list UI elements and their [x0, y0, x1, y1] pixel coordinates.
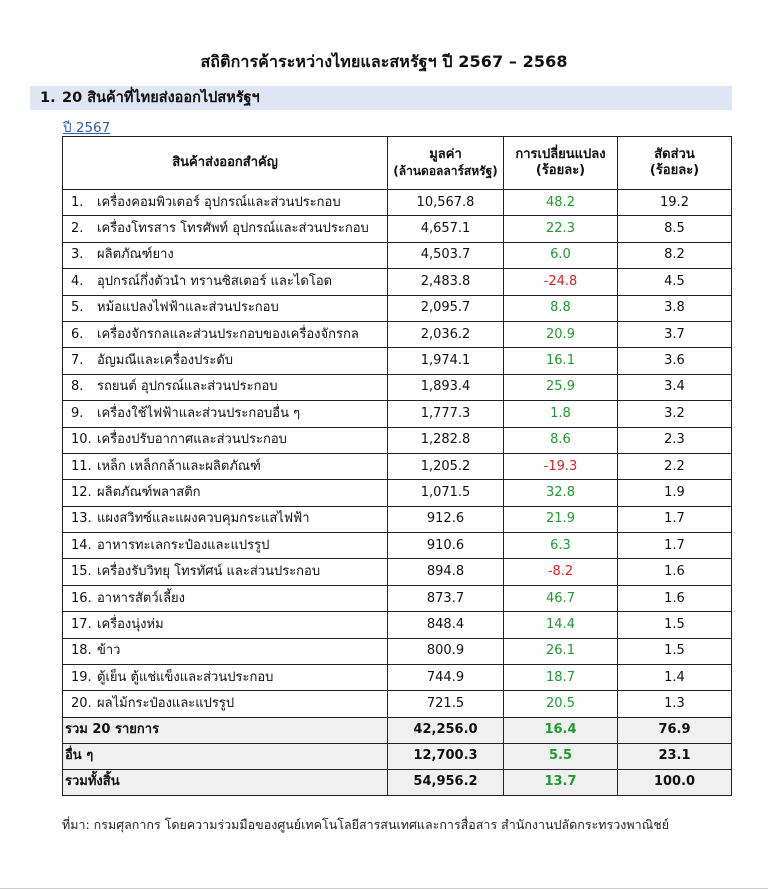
total-row: [63, 717, 732, 743]
value-cell: 4,503.7: [388, 242, 504, 268]
table-row: [63, 374, 732, 400]
value-cell: 800.9: [388, 638, 504, 664]
row-index: 1.: [71, 194, 84, 210]
share-cell: 3.6: [618, 348, 732, 374]
year-link[interactable]: ปี 2567: [63, 120, 111, 136]
product-cell: [63, 242, 388, 268]
header-change-label: การเปลี่ยนแปลง: [515, 147, 606, 162]
table-row: [63, 638, 732, 664]
change-cell: 6.0: [504, 242, 618, 268]
value-cell: 2,095.7: [388, 295, 504, 321]
table-row: [63, 691, 732, 717]
header-value: [388, 137, 504, 190]
product-cell: [63, 427, 388, 453]
share-cell: 8.2: [618, 242, 732, 268]
share-cell: 3.2: [618, 401, 732, 427]
table-row: [63, 348, 732, 374]
table-row: [63, 612, 732, 638]
change-cell: 21.9: [504, 506, 618, 532]
change-cell: 18.7: [504, 665, 618, 691]
change-cell: 22.3: [504, 216, 618, 242]
share-cell: 1.5: [618, 638, 732, 664]
product-name: เครื่องนุ่งห่ม: [97, 616, 164, 632]
product-cell: [63, 401, 388, 427]
row-index: 18.: [71, 643, 92, 659]
row-index: 13.: [71, 511, 92, 527]
product-name: หม้อแปลงไฟฟ้าและส่วนประกอบ: [97, 300, 279, 316]
value-cell: 1,974.1: [388, 348, 504, 374]
product-name: รถยนต์ อุปกรณ์และส่วนประกอบ: [97, 379, 278, 395]
total-label: รวม 20 รายการ: [63, 717, 388, 743]
row-index: 20.: [71, 696, 92, 712]
change-cell: 6.3: [504, 533, 618, 559]
table-row: [63, 665, 732, 691]
total-change: 13.7: [504, 769, 618, 795]
table-row: [63, 216, 732, 242]
product-cell: [63, 533, 388, 559]
table-row: [63, 242, 732, 268]
row-index: 9.: [71, 405, 84, 421]
row-index: 14.: [71, 537, 92, 553]
row-index: 7.: [71, 353, 84, 369]
row-index: 11.: [71, 458, 92, 474]
row-index: 17.: [71, 616, 92, 632]
product-cell: [63, 638, 388, 664]
product-cell: [63, 612, 388, 638]
header-share-unit: (ร้อยละ): [649, 163, 700, 178]
value-cell: 1,205.2: [388, 453, 504, 479]
table-row: [63, 480, 732, 506]
section-number: 1.: [40, 90, 56, 106]
product-name: ผลิตภัณฑ์พลาสติก: [97, 484, 201, 500]
header-change: [504, 137, 618, 190]
value-cell: 4,657.1: [388, 216, 504, 242]
change-cell: 1.8: [504, 401, 618, 427]
value-cell: 10,567.8: [388, 190, 504, 216]
total-value: 42,256.0: [388, 717, 504, 743]
product-cell: [63, 559, 388, 585]
header-change-unit: (ร้อยละ): [535, 163, 586, 178]
share-cell: 1.6: [618, 559, 732, 585]
change-cell: 46.7: [504, 585, 618, 611]
share-cell: 3.8: [618, 295, 732, 321]
change-cell: -24.8: [504, 269, 618, 295]
change-cell: 20.9: [504, 321, 618, 347]
table-row: [63, 533, 732, 559]
value-cell: 1,282.8: [388, 427, 504, 453]
table-row: [63, 269, 732, 295]
share-cell: 2.3: [618, 427, 732, 453]
total-label: รวมทั้งสิ้น: [63, 769, 388, 795]
change-cell: -19.3: [504, 453, 618, 479]
table-row: [63, 190, 732, 216]
header-product-label: สินค้าส่งออกสำคัญ: [172, 155, 278, 170]
share-cell: 3.4: [618, 374, 732, 400]
table-row: [63, 427, 732, 453]
total-share: 76.9: [618, 717, 732, 743]
share-cell: 1.7: [618, 533, 732, 559]
product-name: อัญมณีและเครื่องประดับ: [97, 353, 234, 369]
value-cell: 744.9: [388, 665, 504, 691]
product-name: ผลิตภัณฑ์ยาง: [97, 247, 174, 263]
row-index: 10.: [71, 432, 92, 448]
total-change: 5.5: [504, 743, 618, 769]
table-row: [63, 506, 732, 532]
product-name: เครื่องคอมพิวเตอร์ อุปกรณ์และส่วนประกอบ: [97, 194, 341, 210]
change-cell: 8.8: [504, 295, 618, 321]
row-index: 12.: [71, 484, 92, 500]
table-row: [63, 585, 732, 611]
share-cell: 4.5: [618, 269, 732, 295]
share-cell: 1.9: [618, 480, 732, 506]
product-cell: [63, 216, 388, 242]
product-name: ตู้เย็น ตู้แช่แข็งและส่วนประกอบ: [97, 669, 274, 685]
product-name: ผลไม้กระป๋องและแปรรูป: [97, 696, 235, 712]
row-index: 5.: [71, 300, 84, 316]
value-cell: 894.8: [388, 559, 504, 585]
share-cell: 1.7: [618, 506, 732, 532]
value-cell: 1,071.5: [388, 480, 504, 506]
table-row: [63, 559, 732, 585]
product-cell: [63, 453, 388, 479]
value-cell: 1,777.3: [388, 401, 504, 427]
product-cell: [63, 321, 388, 347]
product-name: อุปกรณ์กึ่งตัวนำ ทรานซิสเตอร์ และไดโอด: [97, 273, 333, 289]
product-cell: [63, 348, 388, 374]
change-cell: 26.1: [504, 638, 618, 664]
total-share: 23.1: [618, 743, 732, 769]
row-index: 16.: [71, 590, 92, 606]
total-change: 16.4: [504, 717, 618, 743]
product-name: เครื่องโทรสาร โทรศัพท์ อุปกรณ์และส่วนประกอบ: [97, 221, 369, 237]
value-cell: 873.7: [388, 585, 504, 611]
value-cell: 2,036.2: [388, 321, 504, 347]
share-cell: 1.4: [618, 665, 732, 691]
change-cell: 14.4: [504, 612, 618, 638]
total-row: [63, 743, 732, 769]
table-row: [63, 453, 732, 479]
header-share-label: สัดส่วน: [654, 147, 695, 162]
share-cell: 8.5: [618, 216, 732, 242]
source-footnote: ที่มา: กรมศุลกากร โดยความร่วมมือของศูนย์เทคโนโลยีสารสนเทศและการสื่อสาร สำนักงานปลัดกระทรวงพาณิชย์: [62, 817, 670, 832]
table-header-row: [63, 137, 732, 190]
product-name: เครื่องรับวิทยุ โทรทัศน์ และส่วนประกอบ: [97, 564, 321, 580]
row-index: 19.: [71, 669, 92, 685]
share-cell: 1.5: [618, 612, 732, 638]
total-value: 12,700.3: [388, 743, 504, 769]
row-index: 8.: [71, 379, 84, 395]
product-name: อาหารทะเลกระป๋องและแปรรูป: [97, 537, 270, 553]
header-product: [63, 137, 388, 190]
share-cell: 2.2: [618, 453, 732, 479]
share-cell: 19.2: [618, 190, 732, 216]
value-cell: 721.5: [388, 691, 504, 717]
share-cell: 1.6: [618, 585, 732, 611]
product-cell: [63, 269, 388, 295]
change-cell: 8.6: [504, 427, 618, 453]
value-cell: 848.4: [388, 612, 504, 638]
product-name: เหล็ก เหล็กกล้าและผลิตภัณฑ์: [97, 458, 261, 474]
product-name: แผงสวิทซ์และแผงควบคุมกระแสไฟฟ้า: [97, 511, 310, 527]
change-cell: 25.9: [504, 374, 618, 400]
total-label: อื่น ๆ: [63, 743, 388, 769]
header-value-unit: (ล้านดอลลาร์สหรัฐ): [393, 164, 498, 178]
value-cell: 910.6: [388, 533, 504, 559]
row-index: 3.: [71, 247, 84, 263]
row-index: 4.: [71, 273, 84, 289]
change-cell: -8.2: [504, 559, 618, 585]
value-cell: 1,893.4: [388, 374, 504, 400]
product-name: เครื่องปรับอากาศและส่วนประกอบ: [97, 432, 287, 448]
page-title: สถิติการค้าระหว่างไทยและสหรัฐฯ ปี 2567 – 2568: [200, 52, 568, 71]
table-row: [63, 295, 732, 321]
product-name: เครื่องจักรกลและส่วนประกอบของเครื่องจักรกล: [97, 326, 359, 342]
product-cell: [63, 190, 388, 216]
export-table: [62, 136, 732, 796]
header-value-label: มูลค่า: [429, 147, 462, 162]
product-name: เครื่องใช้ไฟฟ้าและส่วนประกอบอื่น ๆ: [97, 405, 301, 421]
change-cell: 32.8: [504, 480, 618, 506]
table-row: [63, 401, 732, 427]
product-name: อาหารสัตว์เลี้ยง: [97, 590, 186, 606]
total-value: 54,956.2: [388, 769, 504, 795]
value-cell: 912.6: [388, 506, 504, 532]
total-share: 100.0: [618, 769, 732, 795]
change-cell: 48.2: [504, 190, 618, 216]
header-share: [618, 137, 732, 190]
product-cell: [63, 506, 388, 532]
row-index: 2.: [71, 221, 84, 237]
total-row: [63, 769, 732, 795]
product-cell: [63, 480, 388, 506]
value-cell: 2,483.8: [388, 269, 504, 295]
product-name: ข้าว: [97, 643, 121, 659]
product-cell: [63, 691, 388, 717]
product-cell: [63, 374, 388, 400]
share-cell: 1.3: [618, 691, 732, 717]
table-row: [63, 321, 732, 347]
change-cell: 16.1: [504, 348, 618, 374]
product-cell: [63, 665, 388, 691]
section-label: 20 สินค้าที่ไทยส่งออกไปสหรัฐฯ: [62, 90, 260, 106]
change-cell: 20.5: [504, 691, 618, 717]
product-cell: [63, 585, 388, 611]
section-header: [30, 86, 732, 110]
product-cell: [63, 295, 388, 321]
share-cell: 3.7: [618, 321, 732, 347]
row-index: 15.: [71, 564, 92, 580]
row-index: 6.: [71, 326, 84, 342]
